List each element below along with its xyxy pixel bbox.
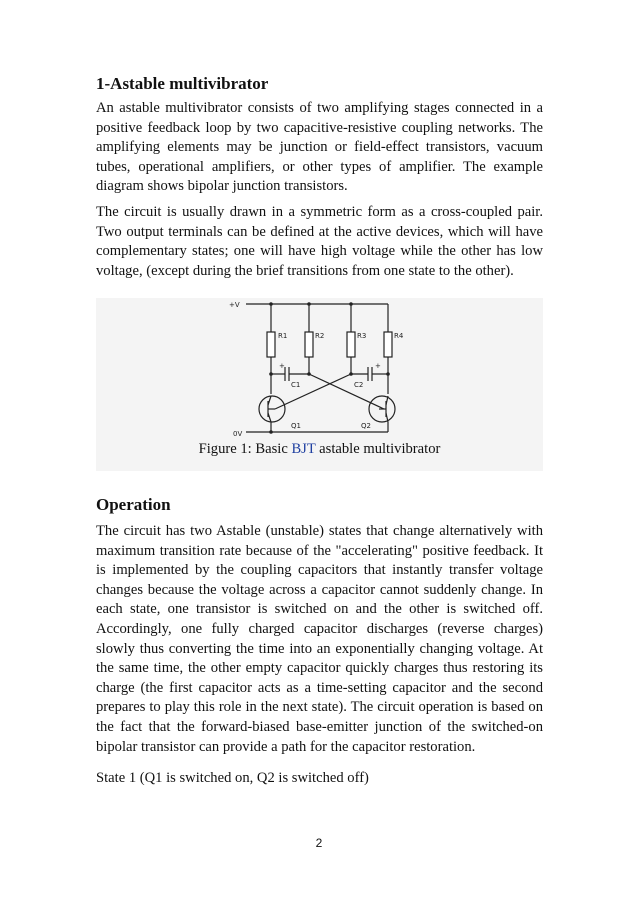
caption-prefix: Figure 1: Basic — [198, 441, 292, 457]
c2-plus-label: + — [375, 362, 381, 370]
c2-label: C2 — [354, 381, 364, 389]
r4-label: R4 — [394, 332, 404, 340]
caption-suffix: astable multivibrator — [315, 441, 441, 457]
state-line: State 1 (Q1 is switched on, Q2 is switched off) — [96, 770, 369, 786]
bjt-link[interactable]: BJT — [291, 441, 316, 457]
c1-label: C1 — [291, 381, 301, 389]
vplus-label: +V — [229, 301, 240, 309]
page-number: 2 — [315, 836, 323, 850]
r1-label: R1 — [278, 332, 288, 340]
symmetric-form-paragraph: The circuit is usually drawn in a symmetric form as a cross-coupled pair. Two output terminals can be defined at the active devices, which will have complementary states; one will have high voltage while the other has low voltage, (except during the brief transitions from one state to the other). — [96, 204, 543, 279]
q2-label: Q2 — [361, 422, 371, 430]
intro-paragraph: An astable multivibrator consists of two amplifying stages connected in a positive feedback loop by two capacitive-resistive coupling networks. The amplifying elements may be junction or field-effect transistors, vacuum tubes, operational amplifiers, or other types of amplifier. The example diagram shows bipolar junction transistors. — [96, 100, 543, 195]
ground-label: 0V — [233, 430, 243, 438]
c1-plus-label: + — [279, 362, 285, 370]
operation-paragraph: The circuit has two Astable (unstable) states that change alternatively with maximum transition rate because of the "accelerating" positive feedback. It is implemented by the coupling capacitors that instantly transfer voltage changes because the voltage across a capacitor cannot suddenly change. In each state, one transistor is switched on and the other is switched off. Accordingly, one fully charged capacitor discharges (reverse charges) slowly thus converting the time into an exponentially changing voltage. At the same time, the other empty capacitor quickly charges thus restoring its charge (the first capacitor acts as a time-setting capacitor and the second prepares to play this role in the next state). The circuit operation is based on the fact that the forward-biased base-emitter junction of the switched-on bipolar transistor can provide a path for the capacitor restoration. — [96, 523, 543, 755]
figure-caption — [96, 441, 543, 458]
circuit-figure — [96, 298, 543, 471]
r3-label: R3 — [357, 332, 367, 340]
q1-label: Q1 — [291, 422, 301, 430]
r2-label: R2 — [315, 332, 325, 340]
section-heading-astable: 1-Astable multivibrator — [96, 74, 269, 93]
section-heading-operation: Operation — [96, 495, 171, 514]
